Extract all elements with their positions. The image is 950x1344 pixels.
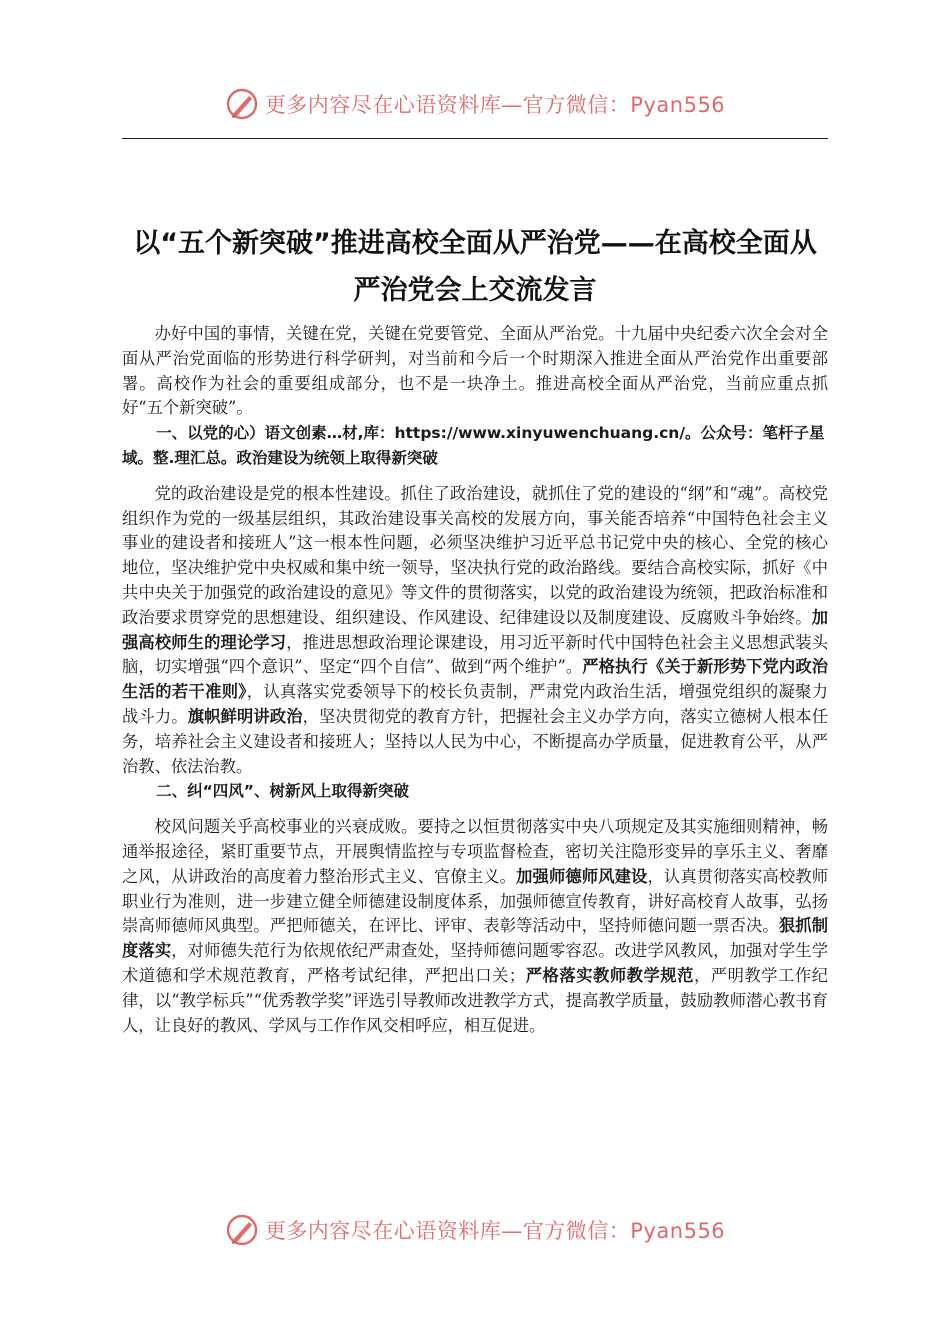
- header-divider: [122, 138, 828, 139]
- s2-bold-3: 严格落实教师教学规范: [525, 965, 694, 985]
- banner-text: 更多内容尽在心语资料库—官方微信：Pyan556: [264, 1219, 726, 1243]
- s1-text-1: 党的政治建设是党的根本性建设。抓住了政治建设，就抓住了党的建设的“纲”和“魂”。高校党组织作为党的一级基层组织，其政治建设事关高校的发展方向，事关能否培养“中国特色社会主义事业的建设者和接班人”这一根本性问题，必须坚决维护习近平总书记党中央的核心、全党的核心地位，坚决维护党中央权威和集中统一领导，坚决执行党的政治路线。要结合高校实际，抓好《中共中央关于加强党的政治建设的意见》等文件的贯彻落实，以党的政治建设为统领，把政治标准和政治要求贯穿党的思想建设、组织建设、作风建设、纪律建设以及制度建设、反腐败斗争始终。: [122, 483, 828, 627]
- section-2-heading: 二、纠“四风”、树新风上取得新突破: [156, 782, 409, 801]
- s2-text-3: ，对师德失范行为依规依纪严肃查处，坚持师德问题零容忍。改进学风教风，加强对学生学术道德和学术规范教育，严格考试纪律，严把出口关；: [122, 941, 828, 985]
- s2-bold-1: 加强师德师风建设: [516, 866, 648, 886]
- pen-logo-icon: [225, 1213, 259, 1247]
- s1-text-2: ，推进思想政治理论课建设，用习近平新时代中国特色社会主义思想武装头脑，切实增强“四个意识”、坚定“四个自信”、做到“两个维护”。: [122, 632, 828, 677]
- header-banner: [0, 82, 950, 126]
- pen-logo-icon: [225, 87, 259, 121]
- s2-text-4: ，严明教学工作纪律，以“教学标兵”“优秀教学奖”评选引导教师改进教学方式，提高教学质量，鼓励教师潜心教书育人，让良好的教风、学风与工作作风交相呼应，相互促进。: [122, 965, 828, 1035]
- s1-bold-2: 严格执行《关于新形势下党内政治生活的若干准则》: [122, 657, 828, 702]
- footer-banner: [0, 1208, 950, 1252]
- s2-text-1: 校风问题关乎高校事业的兴衰成败。要持之以恒贯彻落实中央八项规定及其实施细则精神，畅通举报途径，紧盯重要节点，开展舆情监控与专项监督检查，密切关注隐形变异的享乐主义、奢靡之风，从讲政治的高度着力整治形式主义、官僚主义。: [122, 817, 828, 886]
- s1-bold-1: 加强高校师生的理论学习: [122, 607, 828, 652]
- s1-text-3: ，认真落实党委领导下的校长负责制，严肃党内政治生活，增强党组织的凝聚力战斗力。: [122, 682, 828, 726]
- document-body: [122, 322, 828, 1038]
- section-1-paragraph: [122, 482, 828, 780]
- section-1-heading: 一、以党的心）语文创素…材,库：https://www.xinyuwenchuang.cn/。公众号：笔杆子星域。整.理汇总。政治建设为统领上取得新突破: [122, 424, 825, 467]
- s1-text-4: ，坚决贯彻党的教育方针，把握社会主义办学方向，落实立德树人根本任务，培养社会主义建设者和接班人；坚持以人民为中心，不断提高办学质量，促进教育公平，从严治教、依法治教。: [122, 706, 828, 776]
- document-title: 以“五个新突破”推进高校全面从严治党——在高校全面从严治党会上交流发言: [133, 228, 817, 306]
- section-2-paragraph: [122, 815, 828, 1038]
- s2-bold-2: 狠抓制度落实: [122, 916, 828, 961]
- banner-text: 更多内容尽在心语资料库—官方微信：Pyan556: [264, 93, 726, 117]
- s1-bold-3: 旗帜鲜明讲政治: [187, 706, 303, 726]
- s2-text-2: ，认真贯彻落实高校教师职业行为准则，进一步建立健全师德建设制度体系，加强师德宣传教育，讲好高校育人故事，弘扬崇高师德师风典型。严把师德关，在评比、评审、表彰等活动中，坚持师德问题一票否决。: [122, 866, 828, 936]
- intro-paragraph: 办好中国的事情，关键在党，关键在党要管党、全面从严治党。十九届中央纪委六次全会对全面从严治党面临的形势进行科学研判，对当前和今后一个时期深入推进全面从严治党作出重要部署。高校作为社会的重要组成部分，也不是一块净土。推进高校全面从严治党，当前应重点抓好“五个新突破”。: [122, 324, 828, 418]
